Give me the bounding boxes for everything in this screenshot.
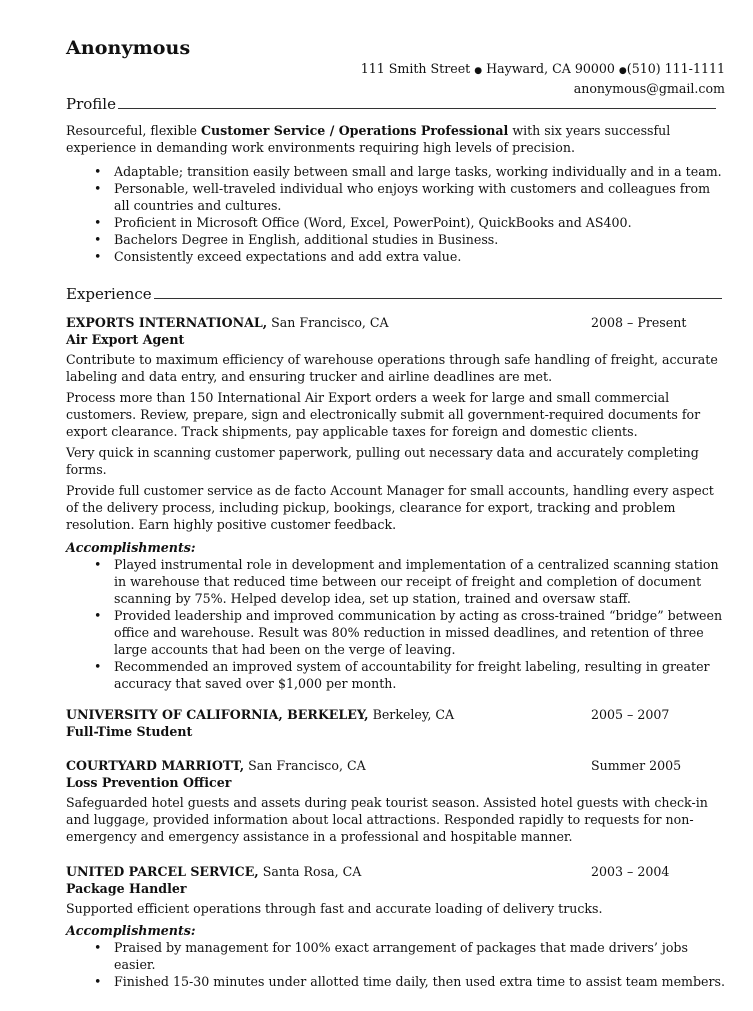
section-rule (154, 297, 722, 299)
job-description: Contribute to maximum efficiency of warehouse operations through safe handling of freight, accurate labeling and data entry, and ensuring trucker and airline deadlines are met. (66, 352, 718, 384)
email-address: anonymous@gmail.com (573, 81, 725, 96)
bullet-dot: • (94, 181, 102, 196)
candidate-name: Anonymous (66, 37, 191, 59)
profile-section (66, 122, 728, 265)
job-dates: 2003 – 2004 (591, 864, 670, 879)
company-name: UNITED PARCEL SERVICE, (66, 864, 259, 879)
city-state-zip: Hayward, CA 90000 (486, 61, 615, 76)
job-header (66, 863, 728, 880)
accomplishment-item (66, 939, 728, 973)
section-rule (118, 107, 716, 109)
profile-heading (66, 94, 726, 114)
bullet-text: Recommended an improved system of accountability for freight labeling, resulting in greater accuracy that saved over $1,000 per month. (114, 659, 710, 691)
accomplishments-list (66, 939, 728, 990)
bullet-dot: • (94, 974, 102, 989)
bullet-dot: • (94, 557, 102, 572)
profile-bullet (66, 180, 728, 214)
company-name: UNIVERSITY OF CALIFORNIA, BERKELEY, (66, 707, 369, 722)
job-title: Full-Time Student (66, 724, 193, 739)
company-name: COURTYARD MARRIOTT, (66, 758, 245, 773)
job-header (66, 757, 728, 774)
accomplishments-label: Accomplishments: (66, 923, 196, 938)
bullet-text: Bachelors Degree in English, additional studies in Business. (114, 232, 499, 247)
bullet-dot: • (94, 232, 102, 247)
job-description: Supported efficient operations through fast and accurate loading of delivery trucks. (66, 901, 603, 916)
bullet-text: Personable, well-traveled individual who enjoys working with customers and colleagues from all countries and cultures. (114, 181, 711, 213)
accomplishments-list (66, 556, 728, 692)
job-title: Package Handler (66, 881, 187, 896)
job-location: Santa Rosa, CA (262, 864, 362, 879)
accomplishment-item (66, 658, 728, 692)
accomplishment-item (66, 607, 728, 658)
bullet-text: Provided leadership and improved communication by acting as cross-trained “bridge” between office and warehouse. Result was 80% reduction in missed deadlines, and retention of three large accounts that had been on the verge of leaving. (114, 608, 723, 657)
job-dates: 2008 – Present (591, 315, 687, 330)
profile-bullet (66, 163, 728, 180)
bullet-text: Finished 15-30 minutes under allotted time daily, then used extra time to assist team members. (114, 974, 725, 989)
job-exports-international (66, 314, 728, 692)
bullet-text: Praised by management for 100% exact arrangement of packages that made drivers’ jobs easier. (114, 940, 688, 972)
bullet-dot: • (94, 164, 102, 179)
accomplishment-item (66, 973, 728, 990)
job-ups (66, 863, 728, 990)
accomplishment-item (66, 556, 728, 607)
profile-bullet (66, 248, 728, 265)
job-dates: 2005 – 2007 (591, 707, 670, 722)
bullet-dot: • (94, 215, 102, 230)
contact-line (361, 60, 725, 80)
bullet-text: Adaptable; transition easily between small and large tasks, working individually and in a team. (114, 164, 722, 179)
accomplishments-label: Accomplishments: (66, 540, 196, 555)
job-header (66, 314, 728, 331)
job-description: Safeguarded hotel guests and assets during peak tourist season. Assisted hotel guests with check-in and luggage, provided information about local attractions. Responded rapidly to requests for non-emergency and emergency assistance in a professional and hospitable manner. (66, 795, 708, 844)
bullet-dot: • (94, 940, 102, 955)
contact-info (361, 60, 725, 97)
phone-number: (510) 111-1111 (626, 61, 725, 76)
summary-text: Resourceful, flexible (66, 123, 201, 138)
separator-dot: ● (474, 66, 483, 76)
bullet-dot: • (94, 608, 102, 623)
bullet-text: Consistently exceed expectations and add extra value. (114, 249, 462, 264)
job-description: Very quick in scanning customer paperwork, pulling out necessary data and accurately completing forms. (66, 445, 699, 477)
bullet-text: Proficient in Microsoft Office (Word, Excel, PowerPoint), QuickBooks and AS400. (114, 215, 632, 230)
job-description: Provide full customer service as de facto Account Manager for small accounts, handling every aspect of the delivery process, including pickup, bookings, clearance for export, tracking and problem resolution. Earn highly positive customer feedback. (66, 483, 714, 532)
job-location: Berkeley, CA (372, 707, 455, 722)
experience-title: Experience (66, 285, 152, 303)
job-location: San Francisco, CA (271, 315, 389, 330)
job-description: Process more than 150 International Air Export orders a week for large and small commercial customers. Review, prepare, sign and electronically submit all government-required documents for export clearance. Track shipments, pay applicable taxes for foreign and domestic clients. (66, 390, 701, 439)
profile-bullets (66, 163, 728, 265)
profile-title: Profile (66, 95, 116, 113)
summary-highlight: Customer Service / Operations Professional (200, 123, 509, 138)
company-name: EXPORTS INTERNATIONAL, (66, 315, 268, 330)
spacer (66, 156, 728, 163)
profile-bullet (66, 214, 728, 231)
bullet-text: Played instrumental role in development and implementation of a centralized scanning station in warehouse that reduced time between our receipt of freight and completion of document scanning by 75%. Helped develop idea, set up station, trained and oversaw staff. (114, 557, 719, 606)
separator-dot: ● (618, 66, 627, 76)
job-title: Air Export Agent (66, 332, 185, 347)
summary-text: with six years successful experience in demanding work environments requiring high levels of precision. (66, 123, 671, 155)
job-header (66, 706, 728, 723)
job-uc-berkeley (66, 706, 728, 740)
street-address: 111 Smith Street (360, 61, 471, 76)
job-courtyard-marriott (66, 757, 728, 845)
experience-heading (66, 284, 726, 304)
job-location: San Francisco, CA (248, 758, 366, 773)
profile-bullet (66, 231, 728, 248)
job-title: Loss Prevention Officer (66, 775, 232, 790)
bullet-dot: • (94, 659, 102, 674)
bullet-dot: • (94, 249, 102, 264)
job-dates: Summer 2005 (591, 758, 682, 773)
profile-summary (66, 122, 728, 156)
